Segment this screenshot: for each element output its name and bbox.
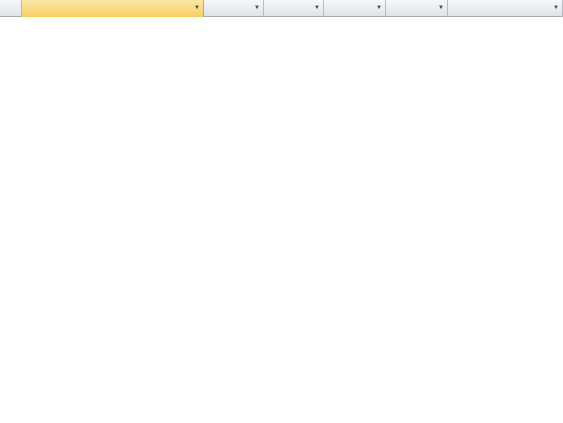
column-header-name[interactable] <box>22 0 204 17</box>
column-header-finish[interactable] <box>324 0 386 17</box>
dropdown-arrow-icon[interactable]: ▼ <box>376 5 382 11</box>
column-header-resources[interactable] <box>448 0 563 17</box>
dropdown-arrow-icon[interactable]: ▼ <box>438 5 444 11</box>
dropdown-arrow-icon[interactable]: ▼ <box>194 5 200 11</box>
column-header-row <box>0 0 563 17</box>
dropdown-arrow-icon[interactable]: ▼ <box>254 5 260 11</box>
column-header-duration[interactable] <box>204 0 264 17</box>
column-header-cost[interactable] <box>386 0 448 17</box>
column-header-start[interactable] <box>264 0 324 17</box>
dropdown-arrow-icon[interactable]: ▼ <box>314 5 320 11</box>
dropdown-arrow-icon[interactable]: ▼ <box>553 5 559 11</box>
row-id-header[interactable] <box>0 0 22 17</box>
